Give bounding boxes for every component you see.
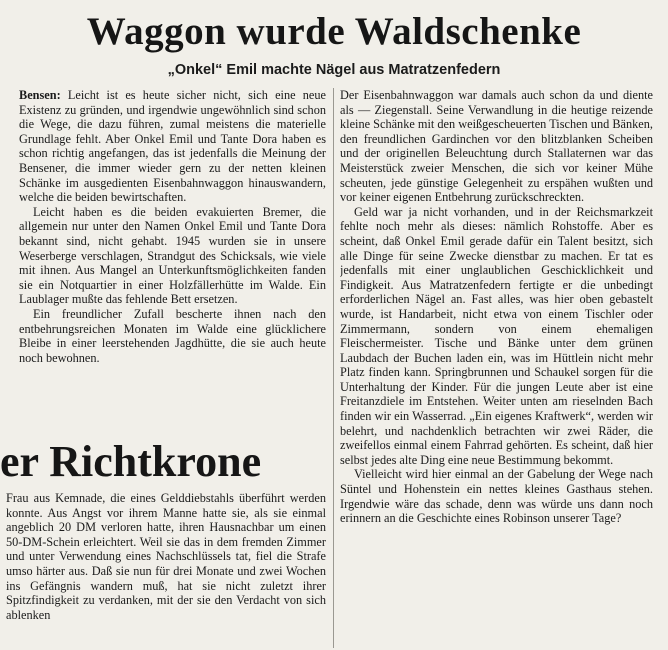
article-paragraph: Der Eisenbahnwaggon war damals auch schon da und diente als — Ziegenstall. Seine Verwandlung in die heutige reizende kleine Schänke mit den weißgescheuerten Tischen und Bänken, den freundlichen Gardinchen vor den blitzblanken Scheiben und der originellen Beleuchtung durch Stallaternen war das Meisterstück zweier Menschen, die sich vor keiner Mühe scheuten, jede günstige Gelegenheit zu erspähen wußten und vor keiner eigenen Entbehrung zurückschreckten.	[340, 88, 653, 205]
article-subheadline: „Onkel“ Emil machte Nägel aus Matratzenfedern	[167, 62, 501, 78]
second-article-headline: er Richtkrone	[0, 437, 262, 486]
article-column-right	[340, 88, 653, 648]
article-paragraph: Leicht haben es die beiden evakuierten Bremer, die allgemein nur unter den Namen Onkel Emil und Tante Dora bekannt sind, nicht gehabt. 1945 wurden sie in unsere Weserberge verschlagen, Strandgut des Schicksals, wie viele mit ihnen. Aus Mangel an Unterkunftsmöglichkeiten fanden sie ein Notquartier in einer Holzfällerhütte im Walde. Ein Laublager mußte das fehlende Bett ersetzen.	[19, 204, 326, 307]
article-column-left	[19, 88, 326, 428]
article-paragraph: Ein freundlicher Zufall bescherte ihnen nach den entbehrungsreichen Monaten im Walde eine glücklichere Bleibe in einer leerstehenden Jagdhütte, die sie auch heute noch bewohnen.	[19, 306, 326, 365]
article-paragraph: Bensen: Leicht ist es heute sicher nicht, sich eine neue Existenz zu gründen, und irgendwie ungewöhnlich sind schon die Wege, die dazu führen, zumal meistens die materielle Grundlage fehlt. Aber Onkel Emil und Tante Dora haben es schon richtig angefangen, das ist jedenfalls die Meinung der Bensener, die immer wieder gern zu der netten kleinen Schänke im ausgedienten Eisenbahnwaggon hinauswandern, welche die beiden bewirtschaften.	[19, 88, 326, 205]
article-paragraph: Frau aus Kemnade, die eines Gelddiebstahls überführt werden konnte. Aus Angst vor ihrem Manne hatte sie, als sie einmal angeblich 20 DM verloren hatte, ihren Hausnachbar um einen 50-DM-Schein erleichtert. Weil sie das in dem fremden Zimmer und unter Verwendung eines Nachschlüssels tat, fiel die Strafe umso härter aus. Daß sie nun für drei Monate und zwei Wochen ins Gefängnis wandern muß, hat sie nicht zuletzt ihrer Spitzfindigkeit zu verdanken, mit der sie den Verdacht von sich ablenken	[6, 491, 326, 622]
article-paragraph: Geld war ja nicht vorhanden, und in der Reichsmarkzeit fehlte noch mehr als dieses: nämlich Rohstoffe. Aber es scheint, daß Onkel Emil gerade dafür ein Talent besitzt, sich alle Dinge für seine Zwecke dienstbar zu machen. Er tat es jedenfalls mit einer unglaublichen Geschicklichkeit und Findigkeit. Aus Matratzenfedern fertigte er die unbedingt erforderlichen Nägel an. Fast alles, was hier oben gebastelt wurde, ist Handarbeit, nicht etwa von einem Tischler oder Zimmermann, sondern von einem ehemaligen Fleischermeister. Tische und Bänke unter dem grünen Laubdach der Buchen laden ein, was im Hüttlein nicht mehr Platz finden kann. Springbrunnen und Schaukel sorgen für die Unterhaltung der Kinder. Für die jungen Leute aber ist eine Freitanzdiele im Entstehen. Weiter unten am rieselnden Bach finden wir ein Wasserrad. „Ein eigenes Kraftwerk“, werden wir belehrt, und nachdenklich betrachten wir zwei Räder, die zweifellos einmal einem Fahrrad gehörten. Es scheint, daß hier selbst jedes alte Ding eine neue Bestimmung bekommt.	[340, 204, 653, 467]
article-headline: Waggon wurde Waldschenke	[86, 10, 582, 53]
second-article-column	[6, 491, 326, 650]
article-paragraph: Vielleicht wird hier einmal an der Gabelung der Wege nach Süntel und Hohenstein ein nettes kleines Gasthaus stehen. Irgendwie wäre das schade, denn was würde uns dann noch erinnern an die Geschichte eines Robinson unserer Tage?	[340, 467, 653, 526]
column-divider	[333, 88, 334, 648]
dateline: Bensen:	[19, 88, 61, 102]
